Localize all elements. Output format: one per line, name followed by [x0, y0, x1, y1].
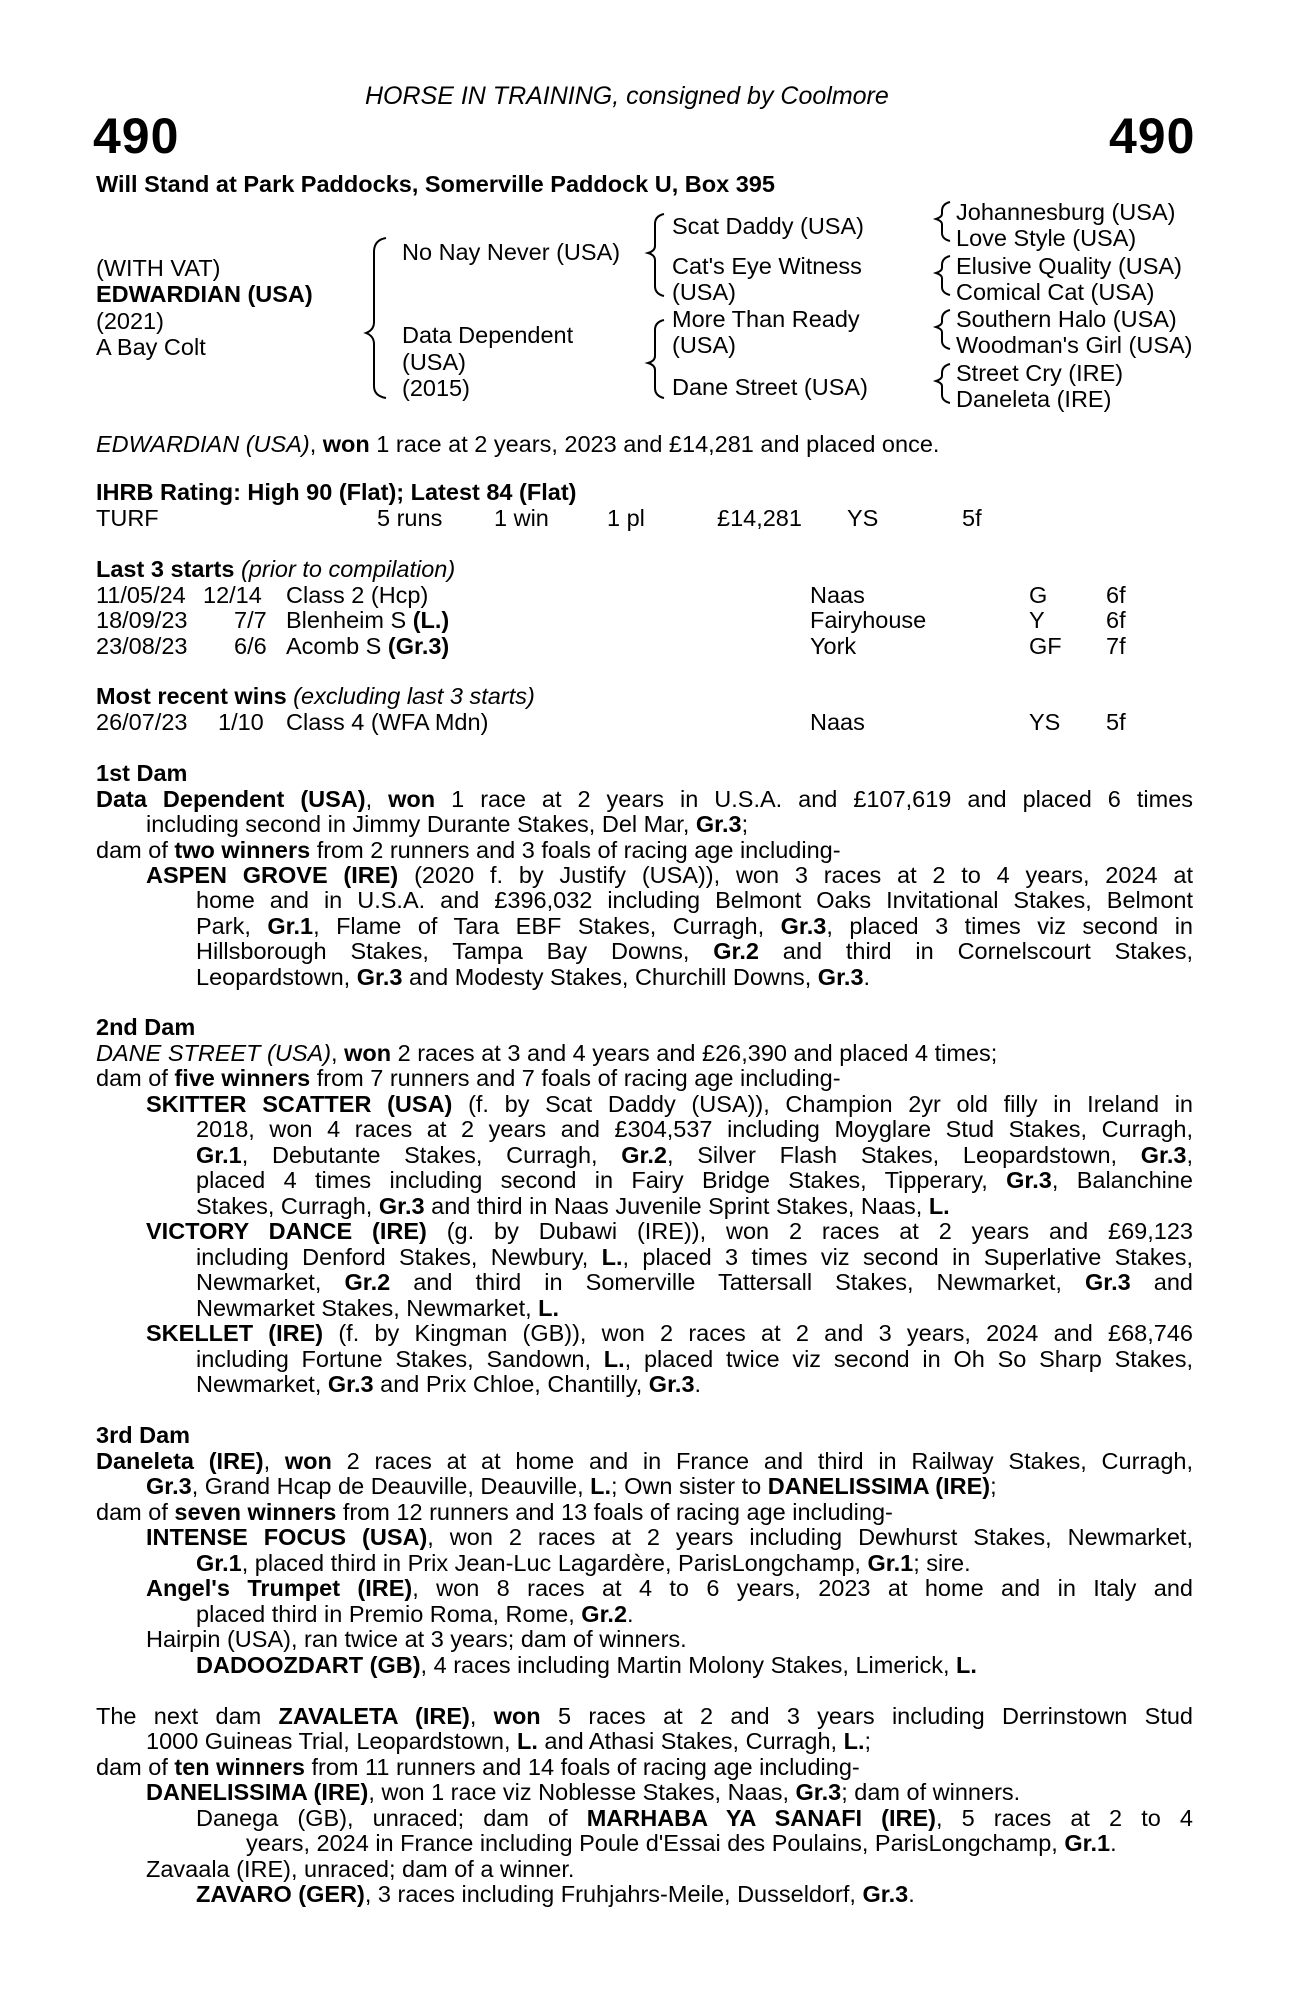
victory-dance-line1: VICTORY DANCE (IRE) (g. by Dubawi (IRE)), won 2 races at 2 years and £69,123 — [146, 1218, 1193, 1244]
gen3-brace-3 — [936, 310, 950, 349]
stall-location: Will Stand at Park Paddocks, Somerville Paddock U, Box 395 — [96, 171, 775, 197]
record-placed: 1 pl — [607, 505, 645, 531]
victory-dance-line3: Newmarket, Gr.2 and third in Somerville Tattersall Stakes, Newmarket, Gr.3 and — [196, 1269, 1193, 1295]
start-date: 18/09/23 — [96, 607, 188, 633]
pedigree-sire-dam-line1: Cat's Eye Witness — [672, 253, 862, 279]
dadoozdart-line: DADOOZDART (GB), 4 races including Martin Molony Stakes, Limerick, L. — [196, 1652, 977, 1678]
record-distance: 5f — [962, 505, 982, 531]
start-position: 7/7 — [234, 607, 267, 633]
third-dam-line3: dam of seven winners from 12 runners and 13 foals of racing age including- — [96, 1499, 893, 1525]
recent-wins-heading: Most recent wins (excluding last 3 starts) — [96, 683, 535, 709]
second-dam-heading: 2nd Dam — [96, 1014, 196, 1040]
lot-number-left: 490 — [93, 108, 180, 164]
record-going: YS — [847, 505, 879, 531]
horse-foaled: (2021) — [96, 308, 164, 334]
race-summary: EDWARDIAN (USA), won 1 race at 2 years, 2023 and £14,281 and placed once. — [96, 431, 940, 457]
skitter-scatter-line2: 2018, won 4 races at 2 years and £304,537 including Moyglare Stud Stakes, Curragh, — [196, 1116, 1193, 1142]
aspen-grove-line4: Hillsborough Stakes, Tampa Bay Downs, Gr.2 and third in Cornelscourt Stakes, — [196, 938, 1194, 964]
aspen-grove-line2: home and in U.S.A. and £396,032 including Belmont Oaks Invitational Stakes, Belmont — [196, 887, 1193, 913]
start-course: York — [810, 633, 857, 659]
pedigree-dam-sire-line2: (USA) — [672, 332, 736, 358]
second-dam-line2: dam of five winners from 7 runners and 7 foals of racing age including- — [96, 1065, 841, 1091]
win-going: YS — [1029, 709, 1061, 735]
sire-brace — [648, 214, 664, 296]
skitter-scatter-line4: placed 4 times including second in Fairy Bridge Stakes, Tipperary, Gr.3, Balanchine — [196, 1167, 1193, 1193]
start-position: 12/14 — [203, 582, 262, 608]
horse-name: EDWARDIAN (USA) — [96, 281, 313, 307]
pedigree-gen3-4: Comical Cat (USA) — [956, 279, 1155, 305]
first-dam-line3: dam of two winners from 2 runners and 3 foals of racing age including- — [96, 837, 841, 863]
lot-number-right: 490 — [1109, 108, 1196, 164]
pedigree-dam-line1: Data Dependent — [402, 322, 574, 348]
horse-description: A Bay Colt — [96, 334, 206, 360]
catalogue-header: HORSE IN TRAINING, consigned by Coolmore — [365, 82, 889, 110]
aspen-grove-line5: Leopardstown, Gr.3 and Modesty Stakes, Churchill Downs, Gr.3. — [196, 964, 871, 990]
dam-brace — [648, 320, 664, 398]
danelissima-line: DANELISSIMA (IRE), won 1 race viz Noblesse Stakes, Naas, Gr.3; dam of winners. — [146, 1779, 1021, 1805]
gen3-brace-4 — [936, 364, 950, 403]
pedigree-gen3-5: Southern Halo (USA) — [956, 306, 1177, 332]
win-distance: 5f — [1106, 709, 1126, 735]
third-dam-line2: Gr.3, Grand Hcap de Deauville, Deauville, L.; Own sister to DANELISSIMA (IRE); — [146, 1473, 997, 1499]
start-going: Y — [1029, 607, 1045, 633]
start-going: G — [1029, 582, 1048, 608]
win-position: 1/10 — [218, 709, 264, 735]
win-course: Naas — [810, 709, 865, 735]
pedigree-sire: No Nay Never (USA) — [402, 239, 621, 265]
gen3-brace-2 — [936, 256, 950, 295]
first-dam-line2: including second in Jimmy Durante Stakes, Del Mar, Gr.3; — [146, 811, 749, 837]
start-date: 23/08/23 — [96, 633, 188, 659]
start-race: Blenheim S (L.) — [286, 607, 450, 633]
next-dam-line3: dam of ten winners from 11 runners and 14 foals of racing age including- — [96, 1754, 860, 1780]
zavaro-line: ZAVARO (GER), 3 races including Fruhjahrs-Meile, Dusseldorf, Gr.3. — [196, 1881, 915, 1907]
start-date: 11/05/24 — [96, 582, 186, 608]
pedigree-gen3-1: Johannesburg (USA) — [956, 199, 1176, 225]
record-wins: 1 win — [494, 505, 549, 531]
aspen-grove-line1: ASPEN GROVE (IRE) (2020 f. by Justify (USA)), won 3 races at 2 to 4 years, 2024 at — [146, 862, 1193, 888]
start-course: Naas — [810, 582, 865, 608]
pedigree-dam-dam: Dane Street (USA) — [672, 374, 868, 400]
first-dam-line1: Data Dependent (USA), won 1 race at 2 years in U.S.A. and £107,619 and placed 6 times — [96, 786, 1194, 812]
pedigree-gen3-2: Love Style (USA) — [956, 225, 1137, 251]
start-race: Class 2 (Hcp) — [286, 582, 429, 608]
pedigree-gen3-6: Woodman's Girl (USA) — [956, 332, 1193, 358]
pedigree-gen3-8: Daneleta (IRE) — [956, 386, 1112, 412]
win-race: Class 4 (WFA Mdn) — [286, 709, 489, 735]
vat-status: (WITH VAT) — [96, 255, 221, 281]
start-distance: 6f — [1106, 582, 1126, 608]
second-dam-line1: DANE STREET (USA), won 2 races at 3 and 4 years and £26,390 and placed 4 times; — [96, 1040, 998, 1066]
first-dam-heading: 1st Dam — [96, 760, 188, 786]
record-prize: £14,281 — [717, 505, 802, 531]
win-date: 26/07/23 — [96, 709, 188, 735]
angels-trumpet-line2: placed third in Premio Roma, Rome, Gr.2. — [196, 1601, 634, 1627]
skellet-line2: including Fortune Stakes, Sandown, L., placed twice viz second in Oh So Sharp Stakes, — [196, 1346, 1193, 1372]
start-going: GF — [1029, 633, 1062, 659]
pedigree-dam-line3: (2015) — [402, 375, 470, 401]
victory-dance-line4: Newmarket Stakes, Newmarket, L. — [196, 1295, 560, 1321]
record-surface: TURF — [96, 505, 159, 531]
danega-line2: years, 2024 in France including Poule d'Essai des Poulains, ParisLongchamp, Gr.1. — [246, 1830, 1117, 1856]
skitter-scatter-line3: Gr.1, Debutante Stakes, Curragh, Gr.2, Silver Flash Stakes, Leopardstown, Gr.3, — [196, 1142, 1193, 1168]
start-distance: 6f — [1106, 607, 1126, 633]
victory-dance-line2: including Denford Stakes, Newbury, L., placed 3 times viz second in Superlative Stakes, — [196, 1244, 1193, 1270]
skellet-line1: SKELLET (IRE) (f. by Kingman (GB)), won 2 races at 2 and 3 years, 2024 and £68,746 — [146, 1320, 1193, 1346]
aspen-grove-line3: Park, Gr.1, Flame of Tara EBF Stakes, Curragh, Gr.3, placed 3 times viz second in — [196, 913, 1193, 939]
start-distance: 7f — [1106, 633, 1126, 659]
skitter-scatter-line1: SKITTER SCATTER (USA) (f. by Scat Daddy (USA)), Champion 2yr old filly in Ireland in — [146, 1091, 1193, 1117]
pedigree-dam-line2: (USA) — [402, 349, 466, 375]
zavaala-line: Zavaala (IRE), unraced; dam of a winner. — [146, 1856, 575, 1882]
angels-trumpet-line1: Angel's Trumpet (IRE), won 8 races at 4 to 6 years, 2023 at home and in Italy and — [146, 1575, 1193, 1601]
main-brace — [366, 238, 386, 398]
last-starts-heading: Last 3 starts (prior to compilation) — [96, 556, 456, 582]
third-dam-line1: Daneleta (IRE), won 2 races at at home and in France and third in Railway Stakes, Curragh, — [96, 1448, 1193, 1474]
danega-line1: Danega (GB), unraced; dam of MARHABA YA SANAFI (IRE), 5 races at 2 to 4 — [196, 1805, 1193, 1831]
pedigree-gen3-3: Elusive Quality (USA) — [956, 253, 1182, 279]
record-runs: 5 runs — [377, 505, 443, 531]
intense-focus-line1: INTENSE FOCUS (USA), won 2 races at 2 years including Dewhurst Stakes, Newmarket, — [146, 1524, 1193, 1550]
pedigree-sire-sire: Scat Daddy (USA) — [672, 213, 864, 239]
third-dam-heading: 3rd Dam — [96, 1422, 191, 1448]
start-course: Fairyhouse — [810, 607, 927, 633]
start-position: 6/6 — [234, 633, 267, 659]
start-race: Acomb S (Gr.3) — [286, 633, 450, 659]
next-dam-line2: 1000 Guineas Trial, Leopardstown, L. and Athasi Stakes, Curragh, L.; — [146, 1728, 872, 1754]
skellet-line3: Newmarket, Gr.3 and Prix Chloe, Chantilly, Gr.3. — [196, 1371, 702, 1397]
pedigree-sire-dam-line2: (USA) — [672, 279, 736, 305]
skitter-scatter-line5: Stakes, Curragh, Gr.3 and third in Naas Juvenile Sprint Stakes, Naas, L. — [196, 1193, 950, 1219]
next-dam-line1: The next dam ZAVALETA (IRE), won 5 races at 2 and 3 years including Derrinstown Stud — [96, 1703, 1193, 1729]
pedigree-gen3-7: Street Cry (IRE) — [956, 360, 1124, 386]
gen3-brace-1 — [936, 202, 950, 241]
rating-heading: IHRB Rating: High 90 (Flat); Latest 84 (Flat) — [96, 479, 577, 505]
intense-focus-line2: Gr.1, placed third in Prix Jean-Luc Lagardère, ParisLongchamp, Gr.1; sire. — [196, 1550, 971, 1576]
pedigree-dam-sire-line1: More Than Ready — [672, 306, 860, 332]
hairpin-line: Hairpin (USA), ran twice at 3 years; dam of winners. — [146, 1626, 687, 1652]
